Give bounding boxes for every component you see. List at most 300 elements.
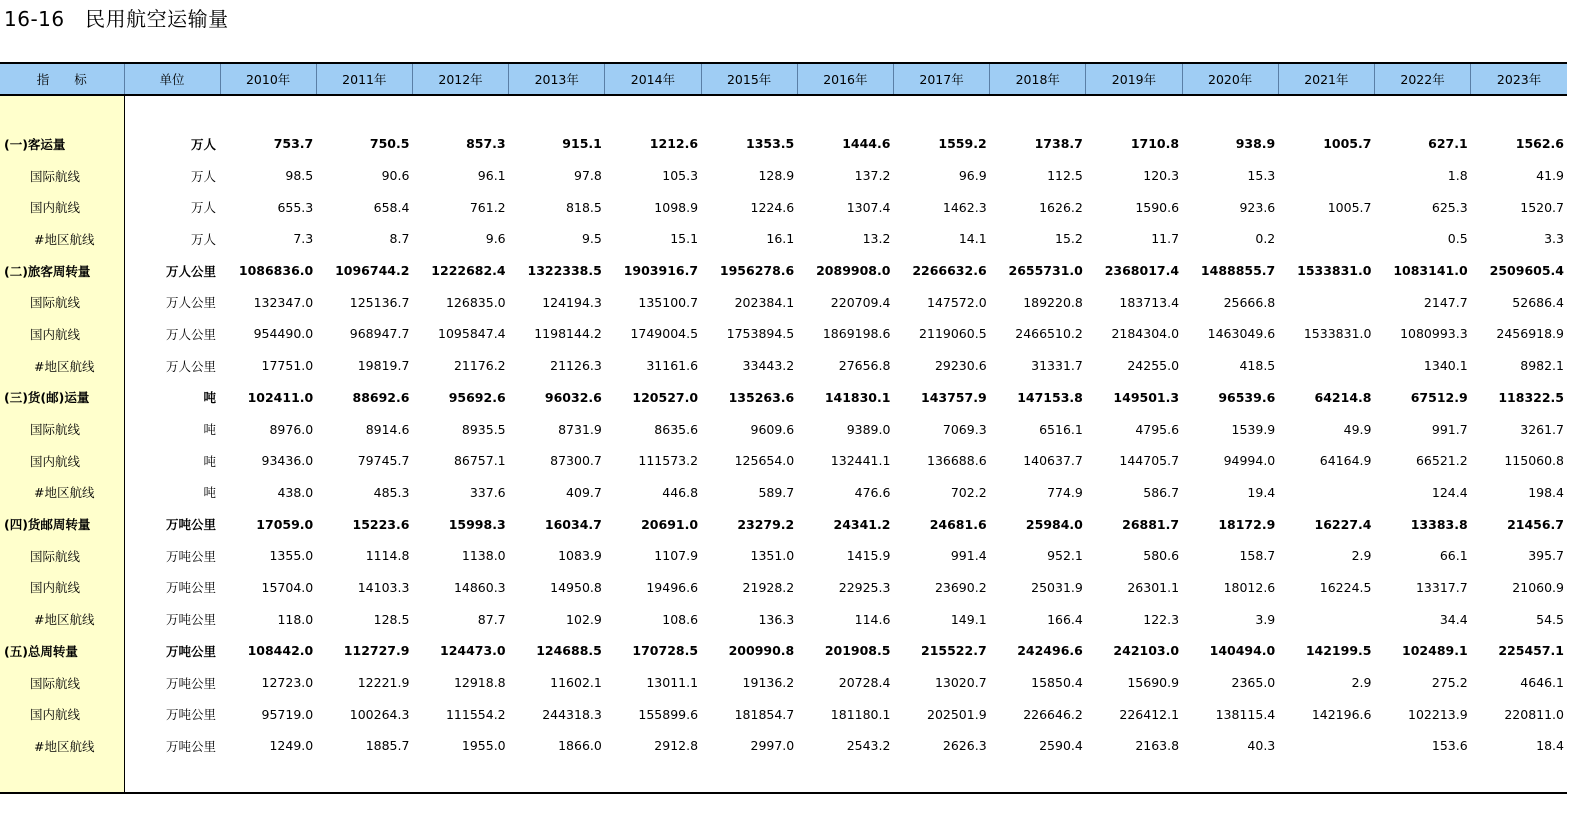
spacer-row — [0, 95, 1567, 128]
table-row — [0, 572, 1567, 604]
table-cell: 7.3 — [293, 231, 314, 247]
table-cell: 2655731.0 — [1008, 263, 1083, 279]
table-cell: 14.1 — [958, 231, 987, 247]
spacer-row — [0, 762, 1567, 793]
table-cell: 1415.9 — [846, 548, 891, 564]
row-indicator-label: 国内航线 — [0, 572, 124, 604]
table-row — [0, 508, 1567, 540]
table-cell: 198.4 — [1528, 484, 1564, 500]
table-cell: 1520.7 — [1520, 199, 1564, 215]
table-cell: 761.2 — [469, 199, 506, 215]
table-cell: 1956278.6 — [719, 263, 795, 279]
table-cell: 1107.9 — [654, 548, 699, 564]
table-cell: 938.9 — [1235, 136, 1276, 152]
table-cell: 135100.7 — [638, 294, 699, 310]
table-row — [0, 603, 1567, 635]
table-cell: 34.4 — [1439, 611, 1468, 627]
table-cell: 1212.6 — [649, 136, 699, 152]
table-cell: 1749004.5 — [630, 326, 699, 342]
row-unit: 万人公里 — [166, 295, 217, 311]
table-cell: 1444.6 — [842, 136, 891, 152]
table-cell: 1903916.7 — [623, 263, 699, 279]
table-cell: 1340.1 — [1423, 358, 1468, 374]
table-cell: 19819.7 — [357, 358, 410, 374]
table-cell: 1885.7 — [365, 738, 410, 754]
table-cell: 8935.5 — [461, 421, 506, 437]
table-cell: 8976.0 — [269, 421, 314, 437]
table-cell: 702.2 — [950, 484, 987, 500]
table-cell: 2.9 — [1351, 675, 1372, 691]
table-cell: 200990.8 — [728, 643, 795, 659]
column-header-year: 2016年 — [797, 63, 893, 95]
row-indicator-label: (三)货(邮)运量 — [0, 382, 124, 414]
table-cell: 13.2 — [862, 231, 891, 247]
table-cell: 120527.0 — [632, 389, 699, 405]
table-cell: 66521.2 — [1415, 453, 1468, 469]
row-indicator-label: (四)货邮周转量 — [0, 508, 124, 540]
table-cell: 2266632.6 — [912, 263, 987, 279]
table-cell: 1322338.5 — [527, 263, 602, 279]
table-cell: 1086836.0 — [238, 263, 314, 279]
table-row — [0, 382, 1567, 414]
table-cell: 215522.7 — [921, 643, 987, 659]
table-cell: 96539.6 — [1218, 389, 1276, 405]
table-cell: 18.4 — [1536, 738, 1564, 754]
table-cell: 2466510.2 — [1015, 326, 1083, 342]
table-cell: 111573.2 — [638, 453, 699, 469]
row-unit: 万人 — [191, 231, 217, 247]
table-cell: 202501.9 — [927, 706, 987, 722]
table-cell: 16034.7 — [544, 516, 602, 532]
table-cell: 11.7 — [1151, 231, 1180, 247]
table-cell: 202384.1 — [734, 294, 795, 310]
table-cell: 409.7 — [566, 484, 602, 500]
table-cell: 1083.9 — [558, 548, 602, 564]
row-indicator-label: #地区航线 — [0, 730, 124, 762]
table-cell: 14860.3 — [453, 579, 506, 595]
table-cell: 22925.3 — [838, 579, 891, 595]
table-cell: 13317.7 — [1415, 579, 1468, 595]
table-cell: 3.9 — [1255, 611, 1276, 627]
table-cell: 143757.9 — [921, 389, 987, 405]
table-cell: 64214.8 — [1314, 389, 1372, 405]
table-cell: 95719.0 — [261, 706, 314, 722]
table-cell: 1095847.4 — [438, 326, 506, 342]
table-cell: 225457.1 — [1498, 643, 1564, 659]
table-cell: 991.4 — [950, 548, 987, 564]
table-cell: 418.5 — [1239, 358, 1276, 374]
table-row — [0, 191, 1567, 223]
table-cell: 1955.0 — [461, 738, 506, 754]
table-cell: 2590.4 — [1039, 738, 1083, 754]
table-cell: 9.6 — [485, 231, 506, 247]
row-indicator-label: #地区航线 — [0, 223, 124, 255]
table-cell — [1278, 603, 1374, 635]
table-cell: 1351.0 — [750, 548, 795, 564]
table-row — [0, 635, 1567, 667]
table-row — [0, 128, 1567, 160]
table-cell — [1278, 730, 1374, 762]
row-unit: 万吨公里 — [166, 517, 217, 533]
table-cell: 90.6 — [381, 168, 410, 184]
table-cell: 750.5 — [369, 136, 410, 152]
table-cell: 21928.2 — [742, 579, 795, 595]
table-cell: 1.8 — [1447, 168, 1468, 184]
table-cell: 16224.5 — [1319, 579, 1372, 595]
table-cell: 968947.7 — [349, 326, 410, 342]
table-cell: 1355.0 — [269, 548, 314, 564]
table-header-row — [0, 63, 1567, 95]
row-unit: 吨 — [203, 485, 217, 501]
table-cell: 105.3 — [662, 168, 699, 184]
table-cell: 15.1 — [670, 231, 699, 247]
row-indicator-label: (二)旅客周转量 — [0, 255, 124, 287]
table-cell: 132441.1 — [830, 453, 891, 469]
table-cell: 0.5 — [1447, 231, 1468, 247]
table-cell: 40.3 — [1247, 738, 1276, 754]
table-cell: 2163.8 — [1135, 738, 1180, 754]
table-cell: 149501.3 — [1113, 389, 1180, 405]
row-indicator-label: 国际航线 — [0, 160, 124, 192]
table-cell: 8.7 — [389, 231, 410, 247]
table-cell: 586.7 — [1143, 484, 1180, 500]
table-cell: 1738.7 — [1034, 136, 1083, 152]
table-cell: 15223.6 — [352, 516, 410, 532]
table-cell: 25984.0 — [1025, 516, 1083, 532]
row-indicator-label: 国内航线 — [0, 698, 124, 730]
table-cell: 135263.6 — [728, 389, 795, 405]
table-cell: 64164.9 — [1319, 453, 1372, 469]
table-cell: 1005.7 — [1323, 136, 1372, 152]
air-transport-table — [0, 62, 1567, 794]
table-row — [0, 223, 1567, 255]
table-cell: 1083141.0 — [1393, 263, 1468, 279]
table-cell: 189220.8 — [1023, 294, 1083, 310]
table-cell: 857.3 — [466, 136, 506, 152]
table-cell: 446.8 — [662, 484, 699, 500]
table-cell: 1005.7 — [1327, 199, 1372, 215]
table-cell: 15998.3 — [448, 516, 506, 532]
table-cell: 658.4 — [373, 199, 410, 215]
table-cell: 26881.7 — [1122, 516, 1180, 532]
table-cell: 476.6 — [854, 484, 891, 500]
column-header-year: 2020年 — [1182, 63, 1278, 95]
table-cell: 16.1 — [766, 231, 795, 247]
table-cell: 120.3 — [1143, 168, 1180, 184]
table-cell: 128.9 — [758, 168, 795, 184]
column-header-year: 2011年 — [316, 63, 412, 95]
table-cell: 102.9 — [566, 611, 602, 627]
table-cell: 16227.4 — [1314, 516, 1372, 532]
table-cell: 100264.3 — [349, 706, 410, 722]
table-cell: 1562.6 — [1515, 136, 1564, 152]
table-cell: 3.3 — [1544, 231, 1564, 247]
table-cell: 15704.0 — [261, 579, 314, 595]
table-cell: 915.1 — [562, 136, 602, 152]
table-cell: 87.7 — [477, 611, 506, 627]
table-cell: 8635.6 — [654, 421, 699, 437]
table-cell: 1753894.5 — [726, 326, 795, 342]
table-cell: 1539.9 — [1231, 421, 1276, 437]
table-cell: 2509605.4 — [1489, 263, 1564, 279]
table-cell: 244318.3 — [542, 706, 602, 722]
table-cell — [1278, 160, 1374, 192]
table-cell: 1138.0 — [461, 548, 506, 564]
table-cell: 140637.7 — [1023, 453, 1083, 469]
table-cell: 96032.6 — [544, 389, 602, 405]
table-cell: 1353.5 — [746, 136, 795, 152]
table-cell: 923.6 — [1239, 199, 1276, 215]
table-cell: 19.4 — [1247, 484, 1276, 500]
table-cell: 108442.0 — [247, 643, 314, 659]
table-cell: 158.7 — [1239, 548, 1276, 564]
table-row — [0, 160, 1567, 192]
row-unit: 万人 — [191, 168, 217, 184]
table-cell: 12918.8 — [453, 675, 506, 691]
table-row — [0, 318, 1567, 350]
table-cell: 438.0 — [277, 484, 314, 500]
row-indicator-label: (五)总周转量 — [0, 635, 124, 667]
table-cell: 952.1 — [1047, 548, 1083, 564]
table-cell: 625.3 — [1431, 199, 1468, 215]
table-cell: 102489.1 — [1402, 643, 1468, 659]
table-row — [0, 286, 1567, 318]
table-cell: 126835.0 — [445, 294, 506, 310]
table-cell: 21176.2 — [453, 358, 506, 374]
table-cell: 14950.8 — [550, 579, 602, 595]
table-cell: 96.1 — [477, 168, 506, 184]
table-cell: 3261.7 — [1520, 421, 1564, 437]
table-cell: 2184304.0 — [1111, 326, 1180, 342]
table-cell: 9609.6 — [750, 421, 795, 437]
table-cell: 17059.0 — [256, 516, 314, 532]
table-cell: 1590.6 — [1135, 199, 1180, 215]
table-cell: 4795.6 — [1135, 421, 1180, 437]
table-cell: 115060.8 — [1504, 453, 1564, 469]
table-cell — [1278, 350, 1374, 382]
table-cell: 144705.7 — [1119, 453, 1180, 469]
table-cell: 0.2 — [1255, 231, 1276, 247]
page-title: 16-16 民用航空运输量 — [4, 7, 229, 31]
table-cell: 24681.6 — [929, 516, 987, 532]
table-cell: 153.6 — [1431, 738, 1468, 754]
table-cell: 2997.0 — [750, 738, 795, 754]
column-header-year: 2023年 — [1471, 63, 1567, 95]
table-cell: 49.9 — [1343, 421, 1372, 437]
table-cell: 337.6 — [469, 484, 506, 500]
table-cell: 93436.0 — [261, 453, 314, 469]
table-cell: 2365.0 — [1231, 675, 1276, 691]
row-unit: 吨 — [203, 453, 217, 469]
table-cell: 13383.8 — [1410, 516, 1468, 532]
table-cell: 52686.4 — [1512, 294, 1564, 310]
table-cell: 1222682.4 — [431, 263, 506, 279]
table-cell: 21060.9 — [1512, 579, 1564, 595]
table-cell: 33443.2 — [742, 358, 795, 374]
table-cell: 2368017.4 — [1104, 263, 1180, 279]
column-header-year: 2018年 — [990, 63, 1086, 95]
table-cell: 170728.5 — [632, 643, 699, 659]
table-cell: 124688.5 — [536, 643, 602, 659]
table-cell: 183713.4 — [1119, 294, 1180, 310]
table-cell — [1278, 286, 1374, 318]
row-indicator-label: #地区航线 — [0, 603, 124, 635]
column-header-year: 2010年 — [220, 63, 316, 95]
table-cell: 220811.0 — [1504, 706, 1564, 722]
table-cell: 102213.9 — [1408, 706, 1468, 722]
table-cell: 220709.4 — [830, 294, 891, 310]
table-row — [0, 350, 1567, 382]
table-cell: 12221.9 — [357, 675, 410, 691]
table-cell: 2147.7 — [1423, 294, 1468, 310]
column-header-year: 2021年 — [1278, 63, 1374, 95]
table-cell: 125654.0 — [734, 453, 795, 469]
table-cell: 226646.2 — [1023, 706, 1083, 722]
table-cell: 9389.0 — [846, 421, 891, 437]
table-cell: 580.6 — [1143, 548, 1180, 564]
row-unit: 万吨公里 — [166, 738, 217, 754]
column-header-year: 2017年 — [893, 63, 989, 95]
row-unit: 万人 — [191, 200, 217, 216]
table-cell: 15.3 — [1247, 168, 1276, 184]
row-unit: 万人公里 — [166, 263, 217, 279]
table-cell: 242103.0 — [1113, 643, 1180, 659]
table-cell: 655.3 — [277, 199, 314, 215]
table-cell: 1626.2 — [1039, 199, 1083, 215]
row-unit: 万人公里 — [166, 326, 217, 342]
table-cell: 20728.4 — [838, 675, 891, 691]
row-unit: 万吨公里 — [166, 612, 217, 628]
table-cell: 26301.1 — [1127, 579, 1180, 595]
table-cell: 21126.3 — [550, 358, 602, 374]
table-cell: 142199.5 — [1305, 643, 1372, 659]
table-cell: 18172.9 — [1218, 516, 1276, 532]
row-indicator-label: 国内航线 — [0, 445, 124, 477]
table-cell: 142196.6 — [1311, 706, 1372, 722]
table-cell: 19496.6 — [646, 579, 699, 595]
table-cell: 15850.4 — [1031, 675, 1083, 691]
row-indicator-label: (一)客运量 — [0, 128, 124, 160]
table-cell: 25666.8 — [1223, 294, 1276, 310]
table-cell: 17751.0 — [261, 358, 314, 374]
table-row — [0, 667, 1567, 699]
table-cell: 485.3 — [373, 484, 410, 500]
table-cell: 79745.7 — [357, 453, 410, 469]
table-cell: 86757.1 — [453, 453, 506, 469]
table-cell: 102411.0 — [247, 389, 314, 405]
table-row — [0, 255, 1567, 287]
table-cell: 991.7 — [1431, 421, 1468, 437]
table-cell: 12723.0 — [261, 675, 314, 691]
table-cell: 24255.0 — [1127, 358, 1180, 374]
table-cell: 111554.2 — [445, 706, 506, 722]
row-unit: 吨 — [203, 390, 217, 406]
table-cell: 2.9 — [1351, 548, 1372, 564]
table-cell: 9.5 — [581, 231, 602, 247]
table-cell: 275.2 — [1431, 675, 1468, 691]
table-cell: 1462.3 — [942, 199, 987, 215]
table-cell: 14103.3 — [357, 579, 410, 595]
table-cell: 124473.0 — [440, 643, 506, 659]
table-cell: 97.8 — [574, 168, 602, 184]
table-cell: 96.9 — [958, 168, 987, 184]
table-cell: 88692.6 — [352, 389, 410, 405]
row-unit: 万吨公里 — [166, 580, 217, 596]
table-cell: 24341.2 — [833, 516, 891, 532]
table-cell: 54.5 — [1536, 611, 1564, 627]
table-cell: 21456.7 — [1507, 516, 1564, 532]
table-cell: 181854.7 — [734, 706, 795, 722]
column-header-year: 2019年 — [1086, 63, 1182, 95]
table-cell: 627.1 — [1428, 136, 1468, 152]
table-cell: 122.3 — [1143, 611, 1180, 627]
table-cell: 13020.7 — [934, 675, 987, 691]
table-cell: 201908.5 — [824, 643, 891, 659]
table-cell: 954490.0 — [253, 326, 314, 342]
table-cell: 149.1 — [950, 611, 987, 627]
row-unit: 万吨公里 — [166, 707, 217, 723]
table-cell: 1869198.6 — [822, 326, 891, 342]
table-cell: 23690.2 — [934, 579, 987, 595]
table-cell: 2089908.0 — [816, 263, 891, 279]
table-cell: 147153.8 — [1017, 389, 1083, 405]
table-cell: 124.4 — [1431, 484, 1468, 500]
table-cell: 112727.9 — [343, 643, 410, 659]
row-unit: 万吨公里 — [166, 643, 217, 659]
table-row — [0, 477, 1567, 509]
row-indicator-label: #地区航线 — [0, 350, 124, 382]
table-cell: 589.7 — [758, 484, 795, 500]
table-cell: 141830.1 — [824, 389, 891, 405]
table-cell: 95692.6 — [448, 389, 506, 405]
table-row — [0, 540, 1567, 572]
table-row — [0, 730, 1567, 762]
row-indicator-label: 国内航线 — [0, 318, 124, 350]
table-cell: 818.5 — [566, 199, 602, 215]
table-cell: 1463049.6 — [1207, 326, 1276, 342]
table-cell: 108.6 — [662, 611, 699, 627]
column-header-year: 2014年 — [605, 63, 701, 95]
table-cell: 147572.0 — [927, 294, 987, 310]
table-cell: 11602.1 — [550, 675, 602, 691]
table-cell: 2626.3 — [942, 738, 987, 754]
table-cell: 8914.6 — [365, 421, 410, 437]
table-cell: 66.1 — [1439, 548, 1468, 564]
table-cell: 226412.1 — [1119, 706, 1180, 722]
table-cell: 1533831.0 — [1297, 263, 1372, 279]
column-header-year: 2012年 — [412, 63, 508, 95]
table-cell: 395.7 — [1528, 548, 1564, 564]
row-indicator-label: 国际航线 — [0, 540, 124, 572]
row-unit: 万吨公里 — [166, 548, 217, 564]
table-cell: 1533831.0 — [1303, 326, 1372, 342]
table-cell: 98.5 — [285, 168, 314, 184]
table-cell: 1307.4 — [846, 199, 891, 215]
table-cell: 118.0 — [277, 611, 314, 627]
table-cell: 87300.7 — [550, 453, 602, 469]
table-cell: 41.9 — [1536, 168, 1564, 184]
table-cell: 1710.8 — [1130, 136, 1180, 152]
table-cell: 132347.0 — [253, 294, 314, 310]
table-cell: 166.4 — [1047, 611, 1083, 627]
table-cell: 1114.8 — [365, 548, 410, 564]
row-indicator-label: 国际航线 — [0, 413, 124, 445]
table-cell: 13011.1 — [646, 675, 699, 691]
row-indicator-label: 国际航线 — [0, 286, 124, 318]
table-cell: 1224.6 — [750, 199, 795, 215]
table-cell: 137.2 — [854, 168, 891, 184]
table-cell: 20691.0 — [641, 516, 699, 532]
